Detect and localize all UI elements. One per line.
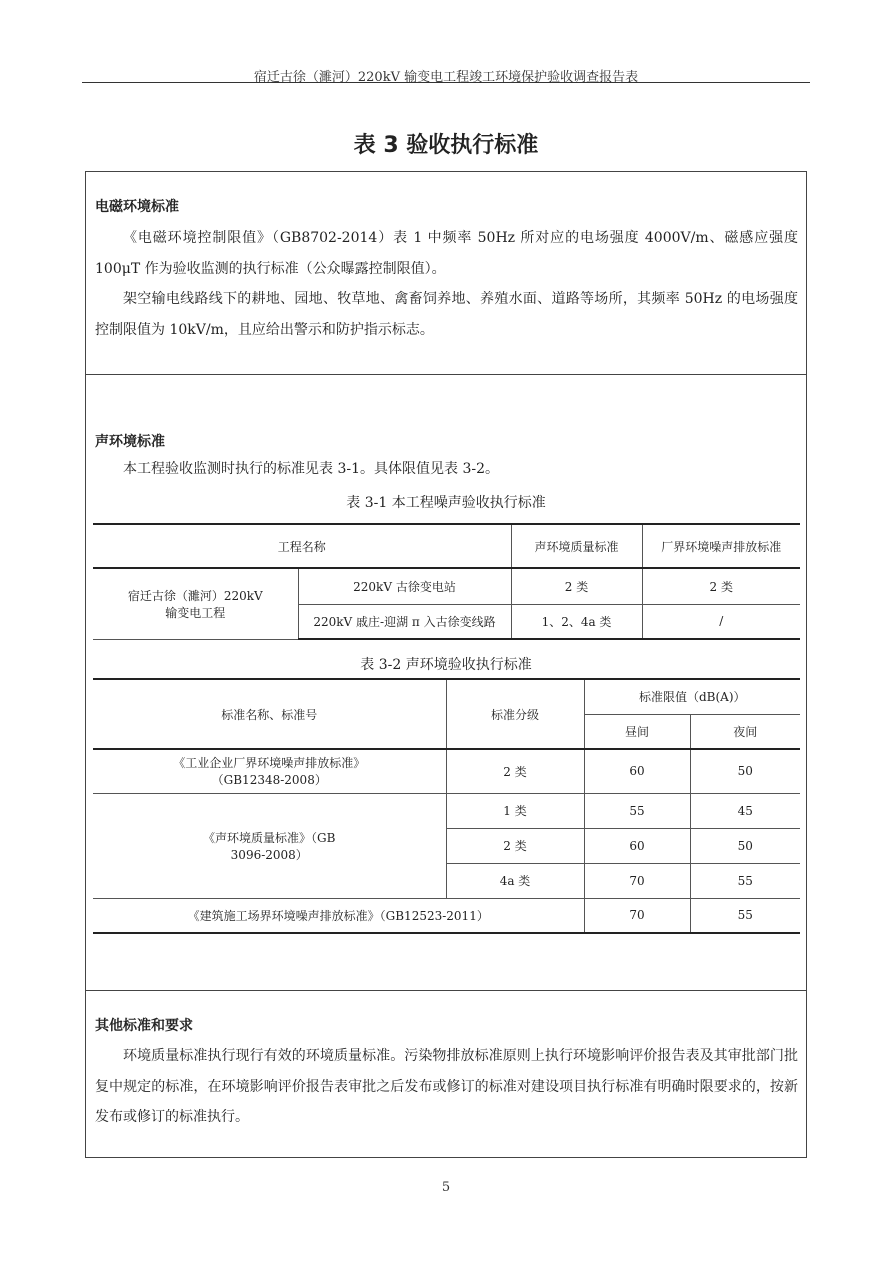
table-caption: 表 3-2 声环境验收执行标准 bbox=[360, 657, 532, 673]
table-header-row bbox=[93, 679, 800, 714]
table-cell: 《建筑施工场界环境噪声排放标准》（GB12523-2011） bbox=[93, 898, 584, 933]
page-header: 宿迁古徐（濉河）220kV 输变电工程竣工环境保护验收调查报告表 bbox=[253, 70, 639, 85]
paragraph: 架空输电线路线下的耕地、园地、牧草地、禽畜饲养地、养殖水面、道路等场所，其频率 50Hz 的电场强度控制限值为 10kV/m，且应给出警示和防护指示标志。 bbox=[95, 291, 798, 338]
table-caption: 表 3-1 本工程噪声验收执行标准 bbox=[346, 495, 546, 511]
table-header-cell: 夜间 bbox=[690, 714, 800, 749]
table-cell: 2 类 bbox=[642, 568, 800, 604]
table-cell: 60 bbox=[584, 749, 690, 793]
table-cell: 55 bbox=[690, 863, 800, 898]
table-cell: 1、2、4a 类 bbox=[511, 604, 642, 639]
table-cell: 1 类 bbox=[446, 793, 584, 828]
table-row bbox=[93, 793, 800, 828]
section-heading: 电磁环境标准 bbox=[95, 199, 179, 215]
table-cell: 50 bbox=[690, 749, 800, 793]
paragraph: 环境质量标准执行现行有效的环境质量标准。污染物排放标准原则上执行环境影响评价报告表及其审批部门批复中规定的标准，在环境影响评价报告表审批之后发布或修订的标准对建设项目执行标准有明确时限要求的，按新发布或修订的标准执行。 bbox=[95, 1048, 798, 1125]
section-electromagnetic bbox=[86, 172, 806, 375]
table-cell: 60 bbox=[584, 828, 690, 863]
table-cell: 70 bbox=[584, 898, 690, 933]
table-cell: 《声环境质量标准》（GB 3096-2008） bbox=[93, 793, 446, 898]
page-number: 5 bbox=[441, 1180, 451, 1195]
table-header-cell: 标准名称、标准号 bbox=[93, 679, 446, 749]
section-noise bbox=[86, 374, 806, 991]
table-cell: 50 bbox=[690, 828, 800, 863]
table-row bbox=[93, 898, 800, 933]
table-cell: / bbox=[642, 604, 800, 639]
table-cell: 55 bbox=[584, 793, 690, 828]
section-other bbox=[86, 990, 806, 1157]
table-header-cell: 标准分级 bbox=[446, 679, 584, 749]
paragraph: 本工程验收监测时执行的标准见表 3-1。具体限值见表 3-2。 bbox=[123, 461, 499, 477]
table-header-cell: 声环境质量标准 bbox=[511, 524, 642, 568]
paragraph: 《电磁环境控制限值》（GB8702-2014）表 1 中频率 50Hz 所对应的电场强度 4000V/m、磁感应强度 100μT 作为验收监测的执行标准（公众曝露控制限值）。 bbox=[95, 230, 798, 277]
table-header-cell: 昼间 bbox=[584, 714, 690, 749]
table-cell: 55 bbox=[690, 898, 800, 933]
noise-standard-table bbox=[93, 523, 800, 640]
table-cell: 宿迁古徐（濉河）220kV 输变电工程 bbox=[93, 568, 298, 639]
table-cell: 4a 类 bbox=[446, 863, 584, 898]
page-title: 表 3 验收执行标准 bbox=[353, 133, 539, 158]
table-header-cell: 标准限值（dB(A)） bbox=[584, 679, 800, 714]
table-header-cell: 厂界环境噪声排放标准 bbox=[642, 524, 800, 568]
header-divider bbox=[82, 82, 810, 83]
table-cell: 70 bbox=[584, 863, 690, 898]
table-cell: 45 bbox=[690, 793, 800, 828]
table-cell: 220kV 戚庄-迎湖 π 入古徐变线路 bbox=[298, 604, 511, 639]
table-cell: 2 类 bbox=[446, 749, 584, 793]
table-cell: 220kV 古徐变电站 bbox=[298, 568, 511, 604]
table-header-row bbox=[93, 524, 800, 568]
table-row bbox=[93, 568, 800, 604]
table-cell: 2 类 bbox=[511, 568, 642, 604]
table-cell: 2 类 bbox=[446, 828, 584, 863]
noise-limit-table bbox=[93, 678, 800, 934]
content-frame bbox=[85, 171, 807, 1158]
section-heading: 声环境标准 bbox=[95, 434, 165, 450]
table-header-cell: 工程名称 bbox=[93, 524, 511, 568]
table-row bbox=[93, 749, 800, 793]
table-cell: 《工业企业厂界环境噪声排放标准》（GB12348-2008） bbox=[93, 749, 446, 793]
section-heading: 其他标准和要求 bbox=[95, 1018, 193, 1034]
